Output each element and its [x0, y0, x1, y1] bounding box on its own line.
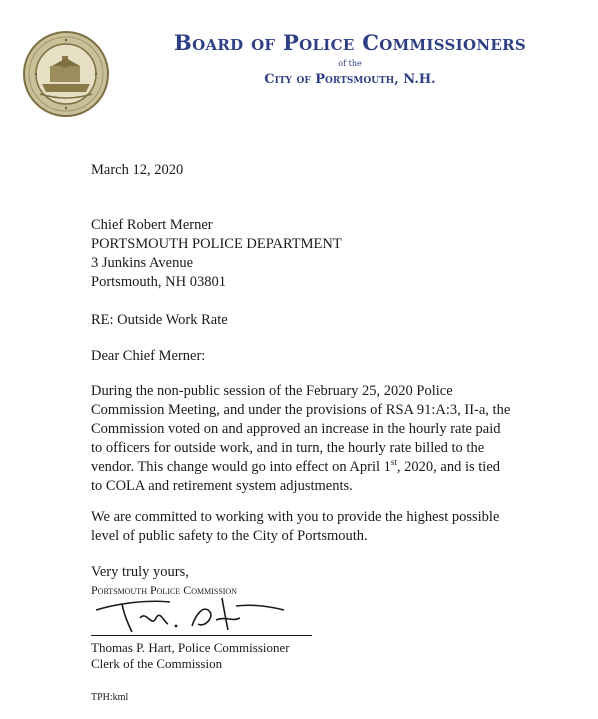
- letterhead-of-the: of the: [338, 59, 362, 68]
- body1-line: Commission Meeting, and under the provisions of RSA 91:A:3, II-a, the: [91, 402, 511, 418]
- valediction: Very truly yours,: [91, 564, 189, 580]
- body1-line: [91, 458, 510, 477]
- body2-line: level of public safety to the City of Portsmouth.: [91, 528, 368, 544]
- body-paragraph-2: [91, 508, 499, 546]
- closing-org: Portsmouth Police Commission: [91, 583, 237, 597]
- body2-line: We are committed to working with you to provide the highest possible: [91, 509, 500, 525]
- recipient-street: 3 Junkins Avenue: [91, 255, 194, 271]
- signer-block: [91, 640, 290, 672]
- signature-line: [91, 635, 312, 636]
- letterhead-city: City of Portsmouth, N.H.: [264, 72, 436, 87]
- body1-line: Commission voted on and approved an increase in the hourly rate paid: [91, 421, 501, 437]
- body-paragraph-1: [91, 382, 510, 496]
- salutation: Dear Chief Merner:: [91, 348, 206, 364]
- body1-line5-a: vendor. This change would go into effect on April 1: [91, 459, 391, 475]
- recipient-address: [91, 216, 342, 292]
- body1-line: to officers for outside work, and in turn, the hourly rate billed to the: [91, 440, 485, 456]
- ordinal-suffix: st: [390, 457, 397, 468]
- typist-initials: TPH:kml: [91, 692, 129, 703]
- body1-line5-b: , 2020, and is tied: [396, 459, 501, 475]
- letterhead: [112, 30, 588, 87]
- letterhead-title: Board of Police Commissioners: [174, 30, 526, 55]
- recipient-city-state: Portsmouth, NH 03801: [91, 274, 226, 290]
- body1-line: During the non-public session of the February 25, 2020 Police: [91, 383, 453, 399]
- city-seal-icon: [22, 30, 110, 118]
- body1-line: to COLA and retirement system adjustments.: [91, 478, 353, 494]
- handwritten-signature-icon: [92, 588, 292, 636]
- signer-title: Clerk of the Commission: [91, 656, 223, 671]
- letter-date: March 12, 2020: [91, 162, 184, 178]
- re-line: RE: Outside Work Rate: [91, 312, 228, 328]
- recipient-name: Chief Robert Merner: [91, 217, 213, 233]
- recipient-org: PORTSMOUTH POLICE DEPARTMENT: [91, 236, 342, 252]
- signer-name: Thomas P. Hart, Police Commissioner: [91, 640, 290, 655]
